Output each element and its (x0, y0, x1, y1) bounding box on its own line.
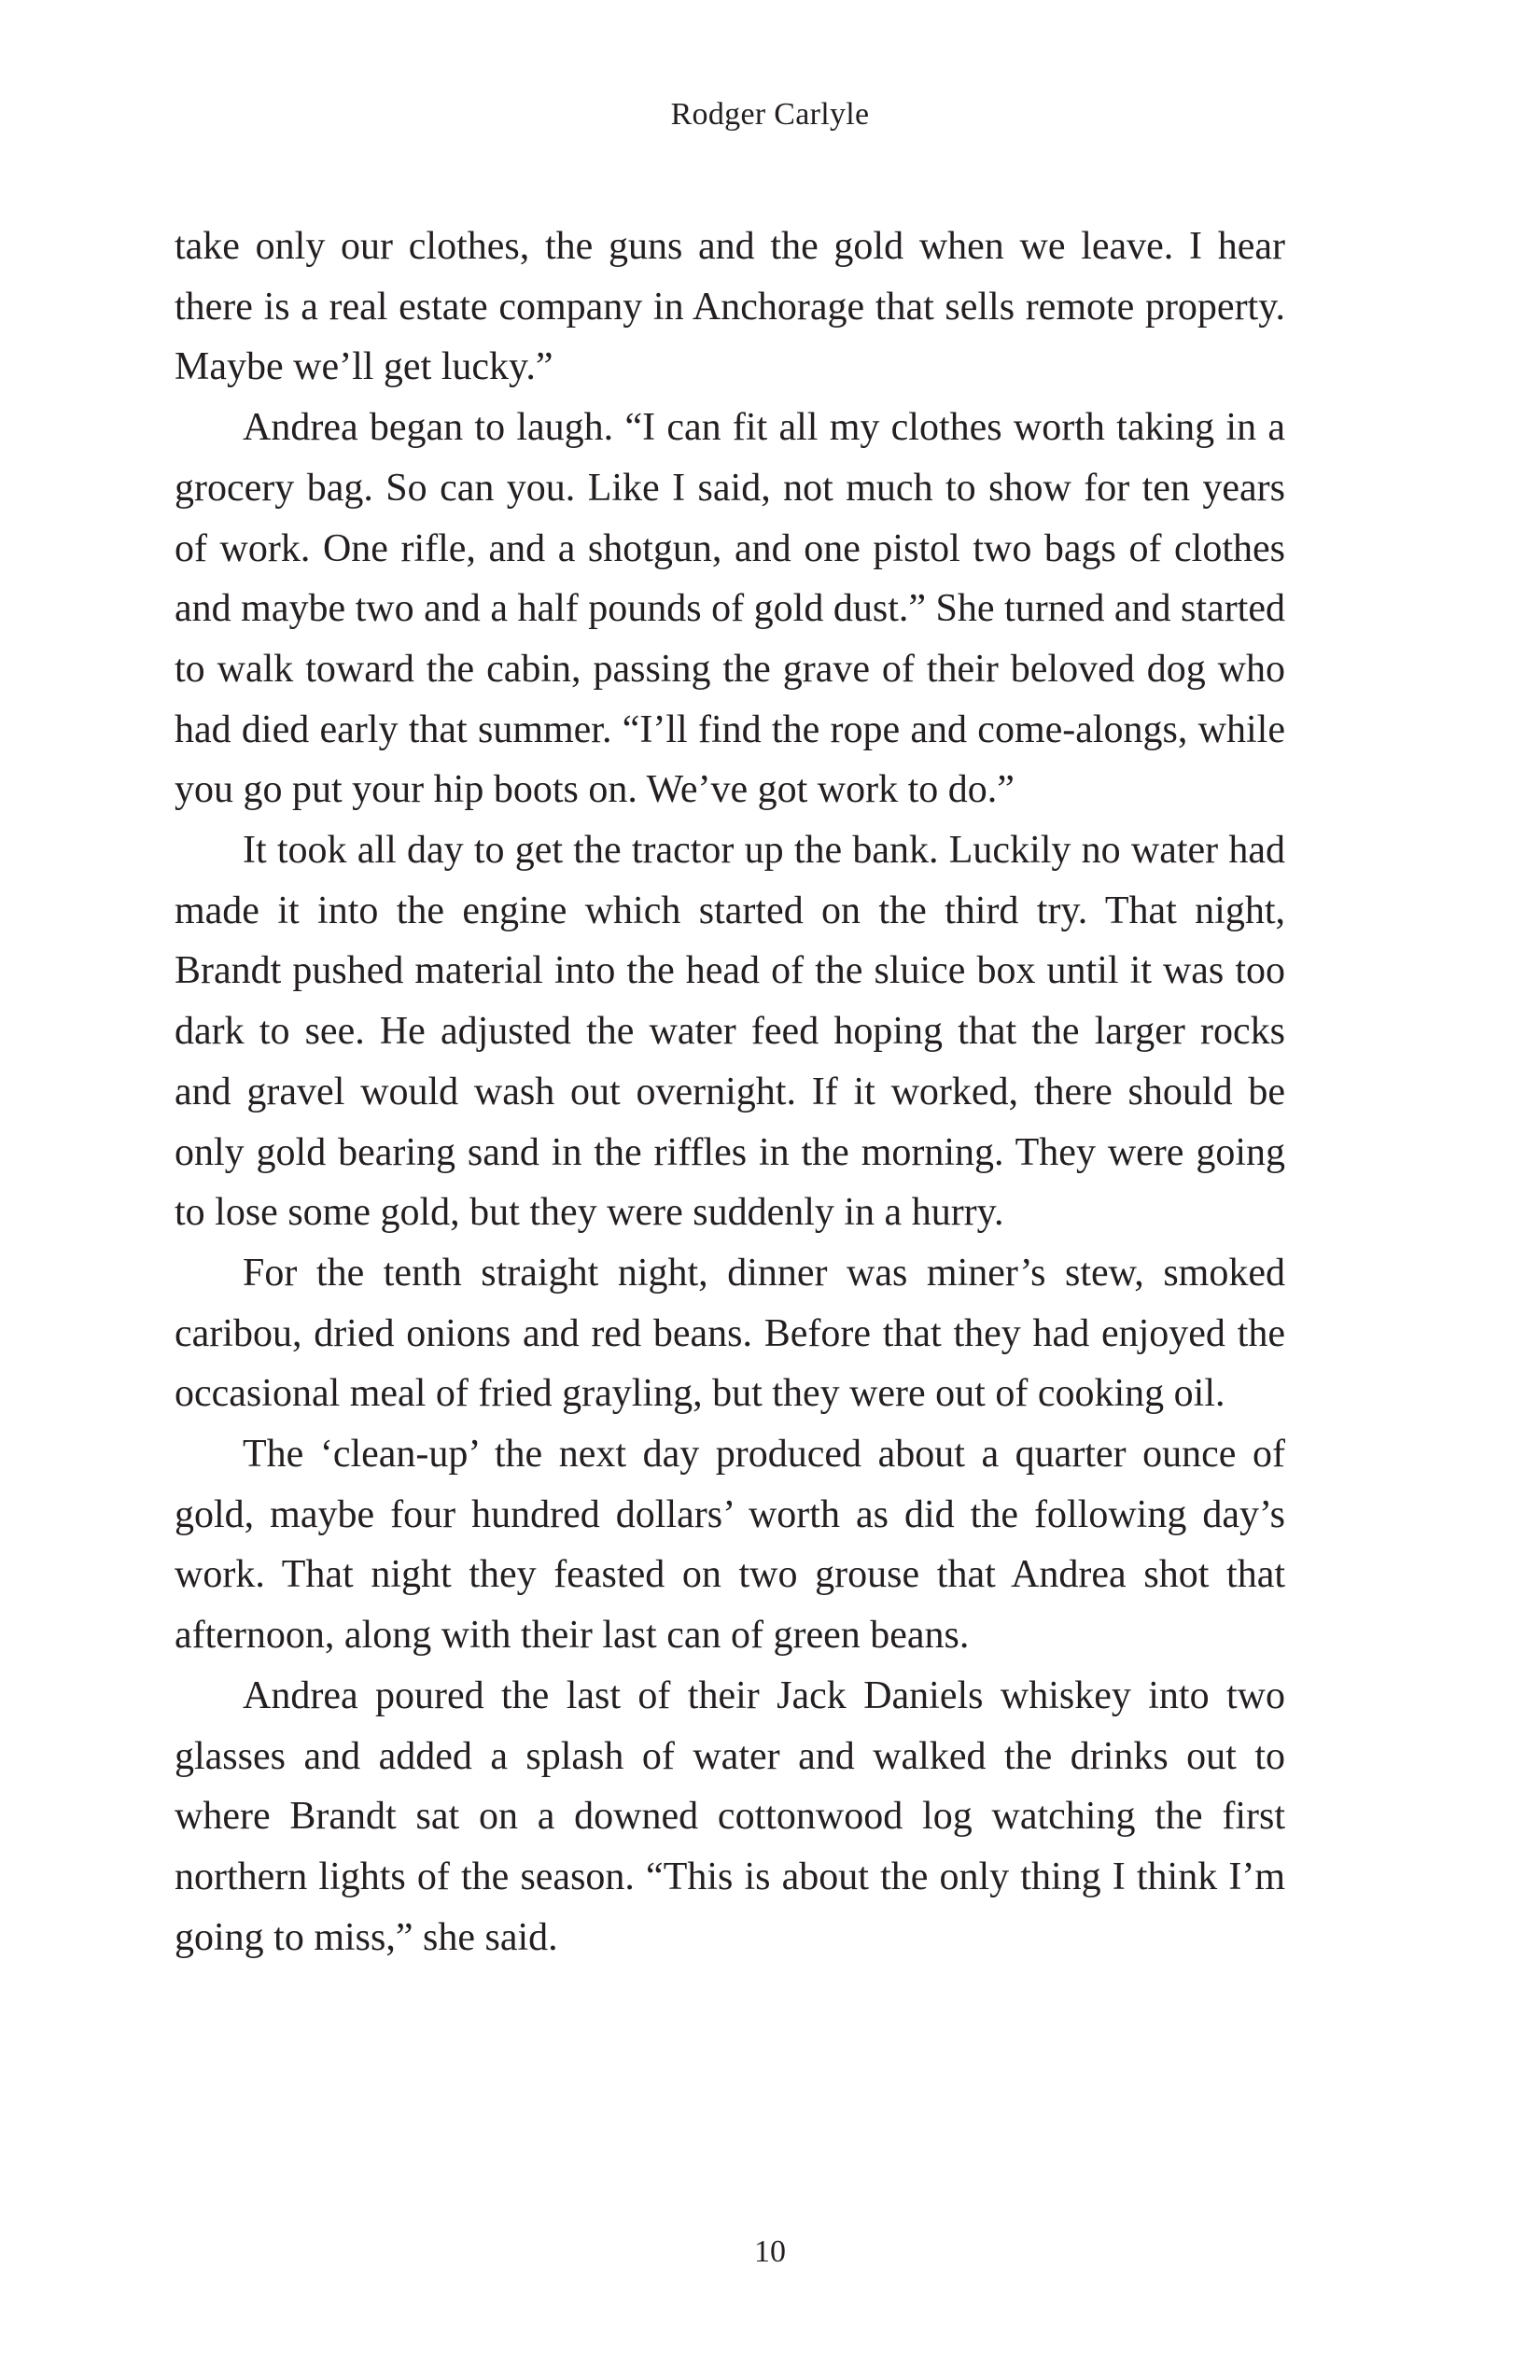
paragraph: It took all day to get the tractor up the bank. Luckily no water had made it into the engine which started on the third try. That night, Brandt pushed material into the head of the sluice box until it was too dark to see. He adjusted the water feed hoping that the larger rocks and gravel would wash out overnight. If it worked, there should be only gold bearing sand in the riffles in the morning. They were going to lose some gold, but they were suddenly in a hurry. (175, 829, 1285, 1235)
paragraph-continued: take only our clothes, the guns and the gold when we leave. I hear there is a real estate company in Anchorage that sells remote property. Maybe we’ll get lucky.” (175, 225, 1285, 389)
body-text (175, 217, 1285, 1967)
paragraph: Andrea poured the last of their Jack Daniels whiskey into two glasses and added a splash of water and walked the drinks out to where Brandt sat on a downed cottonwood log watching the first northern lights of the season. “This is about the only thing I think I’m going to miss,” she said. (175, 1673, 1285, 1959)
running-header: Rodger Carlyle (670, 97, 870, 132)
paragraph: For the tenth straight night, dinner was miner’s stew, smoked caribou, dried onions and red beans. Before that they had enjoyed the occasional meal of fried grayling, but they were out of cooking oil. (175, 1251, 1285, 1416)
paragraph: Andrea began to laugh. “I can fit all my clothes worth taking in a grocery bag. So can you. Like I said, not much to show for ten years of work. One rifle, and a shotgun, and one pistol two bags of clothes and maybe two and a half pounds of gold dust.” She turned and started to walk toward the cabin, passing the grave of their beloved dog who had died early that summer. “I’ll find the rope and come-alongs, while you go put your hip boots on. We’ve got work to do.” (175, 406, 1285, 812)
paragraph: The ‘clean-up’ the next day produced about a quarter ounce of gold, maybe four hundred dollars’ worth as did the following day’s work. That night they feasted on two grouse that Andrea shot that afternoon, along with their last can of green beans. (175, 1433, 1285, 1658)
page-number: 10 (754, 2234, 786, 2269)
